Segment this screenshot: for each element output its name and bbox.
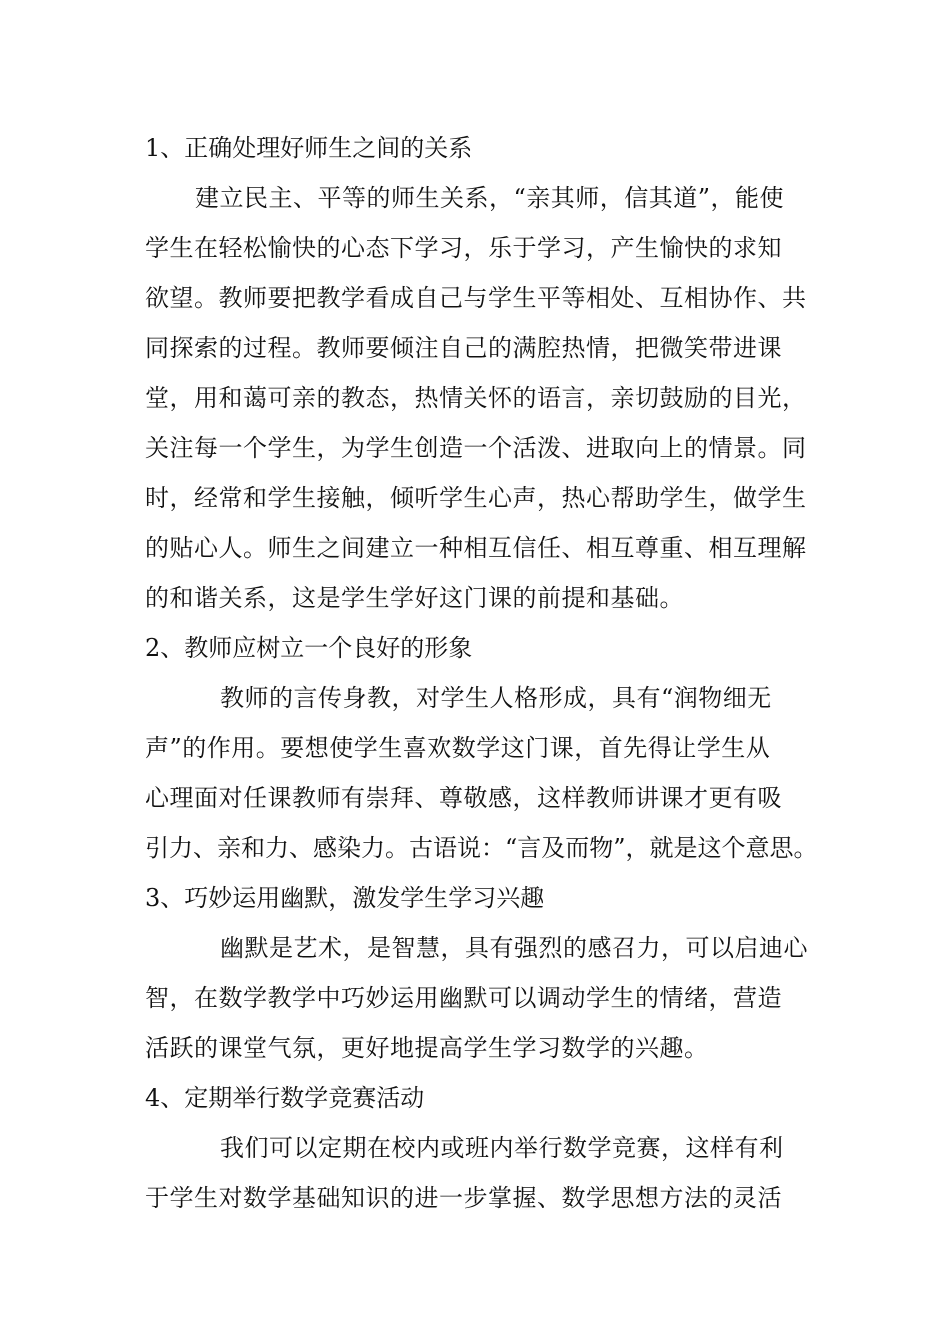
section-1-heading: 1、正确处理好师生之间的关系 [145, 134, 473, 162]
section-2-line-4: 引力、亲和力、感染力。古语说：“言及而物”，就是这个意思。 [145, 834, 818, 862]
section-3-line-2: 智，在数学教学中巧妙运用幽默可以调动学生的情绪，营造 [145, 984, 782, 1012]
section-2-heading: 2、教师应树立一个良好的形象 [145, 634, 473, 662]
section-1-line-1: 建立民主、平等的师生关系，“亲其师，信其道”，能使 [195, 184, 785, 212]
section-4-line-2: 于学生对数学基础知识的进一步掌握、数学思想方法的灵活 [145, 1184, 782, 1212]
section-1-line-7: 时，经常和学生接触，倾听学生心声，热心帮助学生，做学生 [145, 484, 807, 512]
section-1-line-2: 学生在轻松愉快的心态下学习，乐于学习，产生愉快的求知 [145, 234, 782, 262]
section-1-line-9: 的和谐关系，这是学生学好这门课的前提和基础。 [145, 584, 684, 612]
section-2-line-2: 声”的作用。要想使学生喜欢数学这门课，首先得让学生从 [145, 734, 771, 762]
section-1-line-6: 关注每一个学生，为学生创造一个活泼、进取向上的情景。同 [145, 434, 807, 462]
section-1-line-3: 欲望。教师要把教学看成自己与学生平等相处、互相协作、共 [145, 284, 807, 312]
section-4-heading: 4、定期举行数学竞赛活动 [145, 1084, 425, 1112]
section-4-line-1: 我们可以定期在校内或班内举行数学竞赛，这样有利 [220, 1134, 784, 1162]
section-1-line-4: 同探索的过程。教师要倾注自己的满腔热情，把微笑带进课 [145, 334, 782, 362]
section-1-line-8: 的贴心人。师生之间建立一种相互信任、相互尊重、相互理解 [145, 534, 807, 562]
section-2-line-3: 心理面对任课教师有崇拜、尊敬感，这样教师讲课才更有吸 [145, 784, 782, 812]
section-3-heading: 3、巧妙运用幽默，激发学生学习兴趣 [145, 884, 545, 912]
section-2-line-1: 教师的言传身教，对学生人格形成，具有“润物细无 [220, 684, 772, 712]
section-1-line-5: 堂，用和蔼可亲的教态，热情关怀的语言，亲切鼓励的目光， [145, 384, 807, 412]
section-3-line-1: 幽默是艺术，是智慧，具有强烈的感召力，可以启迪心 [220, 934, 808, 962]
section-3-line-3: 活跃的课堂气氛，更好地提高学生学习数学的兴趣。 [145, 1034, 709, 1062]
